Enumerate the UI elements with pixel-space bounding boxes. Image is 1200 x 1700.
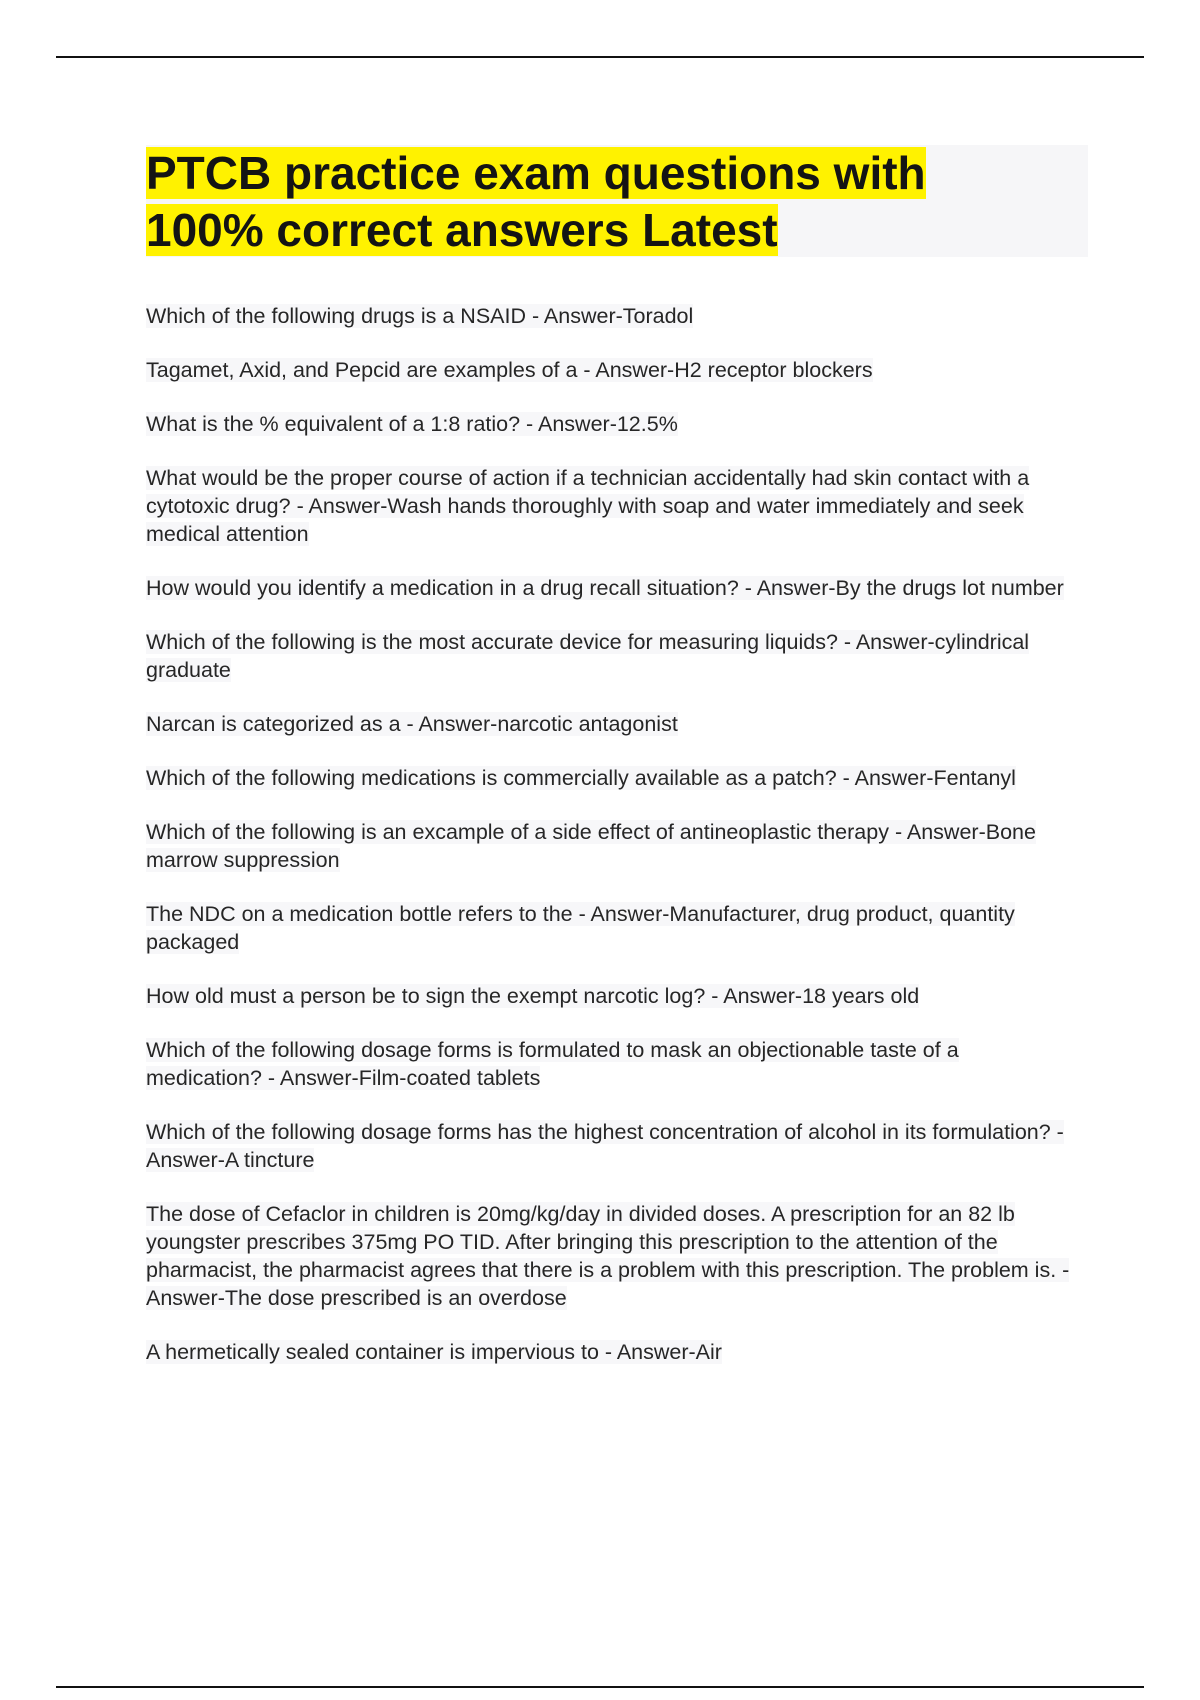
- title-line-2: 100% correct answers Latest: [146, 204, 778, 256]
- qa-item: [146, 1338, 1076, 1366]
- page-title: [146, 145, 1088, 259]
- qa-text: Which of the following is the most accurate device for measuring liquids? - Answer-cylindrical graduate: [146, 630, 1030, 682]
- qa-text: Which of the following dosage forms has the highest concentration of alcohol in its formulation? - Answer-A tincture: [146, 1120, 1064, 1172]
- qa-text: Which of the following is an excample of a side effect of antineoplastic therapy - Answer-Bone marrow suppression: [146, 820, 1036, 872]
- qa-item: [146, 356, 1076, 384]
- qa-item: [146, 1036, 1076, 1092]
- qa-text: The dose of Cefaclor in children is 20mg/kg/day in divided doses. A prescription for an 82 lb youngster prescribes 375mg PO TID. After bringing this prescription to the attention of the pharmacist, the pharmacist agrees that there is a problem with this prescription. The problem is. - Answer-The dose prescribed is an overdose: [146, 1202, 1070, 1310]
- qa-text: Which of the following dosage forms is formulated to mask an objectionable taste of a medication? - Answer-Film-coated tablets: [146, 1038, 959, 1090]
- qa-item: [146, 628, 1076, 684]
- qa-item: [146, 464, 1076, 548]
- qa-item: [146, 900, 1076, 956]
- qa-text: How would you identify a medication in a drug recall situation? - Answer-By the drugs lot number: [146, 576, 1064, 600]
- qa-text: Which of the following medications is commercially available as a patch? - Answer-Fentanyl: [146, 766, 1016, 790]
- qa-item: [146, 1118, 1076, 1174]
- qa-item: [146, 982, 1076, 1010]
- qa-text: The NDC on a medication bottle refers to the - Answer-Manufacturer, drug product, quantity packaged: [146, 902, 1015, 954]
- qa-item: [146, 410, 1076, 438]
- qa-item: [146, 764, 1076, 792]
- qa-text: Narcan is categorized as a - Answer-narcotic antagonist: [146, 712, 678, 736]
- qa-item: [146, 818, 1076, 874]
- qa-text: How old must a person be to sign the exempt narcotic log? - Answer-18 years old: [146, 984, 920, 1008]
- qa-item: [146, 710, 1076, 738]
- bottom-rule: [56, 1686, 1144, 1688]
- qa-list: [146, 302, 1076, 1392]
- qa-item: [146, 574, 1076, 602]
- qa-text: A hermetically sealed container is impervious to - Answer-Air: [146, 1340, 722, 1364]
- qa-text: Which of the following drugs is a NSAID - Answer-Toradol: [146, 304, 694, 328]
- qa-item: [146, 1200, 1076, 1312]
- title-line-1: PTCB practice exam questions with: [146, 147, 926, 199]
- qa-text: What is the % equivalent of a 1:8 ratio? - Answer-12.5%: [146, 412, 678, 436]
- qa-text: Tagamet, Axid, and Pepcid are examples of a - Answer-H2 receptor blockers: [146, 358, 873, 382]
- top-rule: [56, 56, 1144, 58]
- title-block: [146, 145, 1088, 257]
- qa-item: [146, 302, 1076, 330]
- qa-text: What would be the proper course of action if a technician accidentally had skin contact with a cytotoxic drug? - Answer-Wash hands thoroughly with soap and water immediately and seek medical attention: [146, 466, 1030, 546]
